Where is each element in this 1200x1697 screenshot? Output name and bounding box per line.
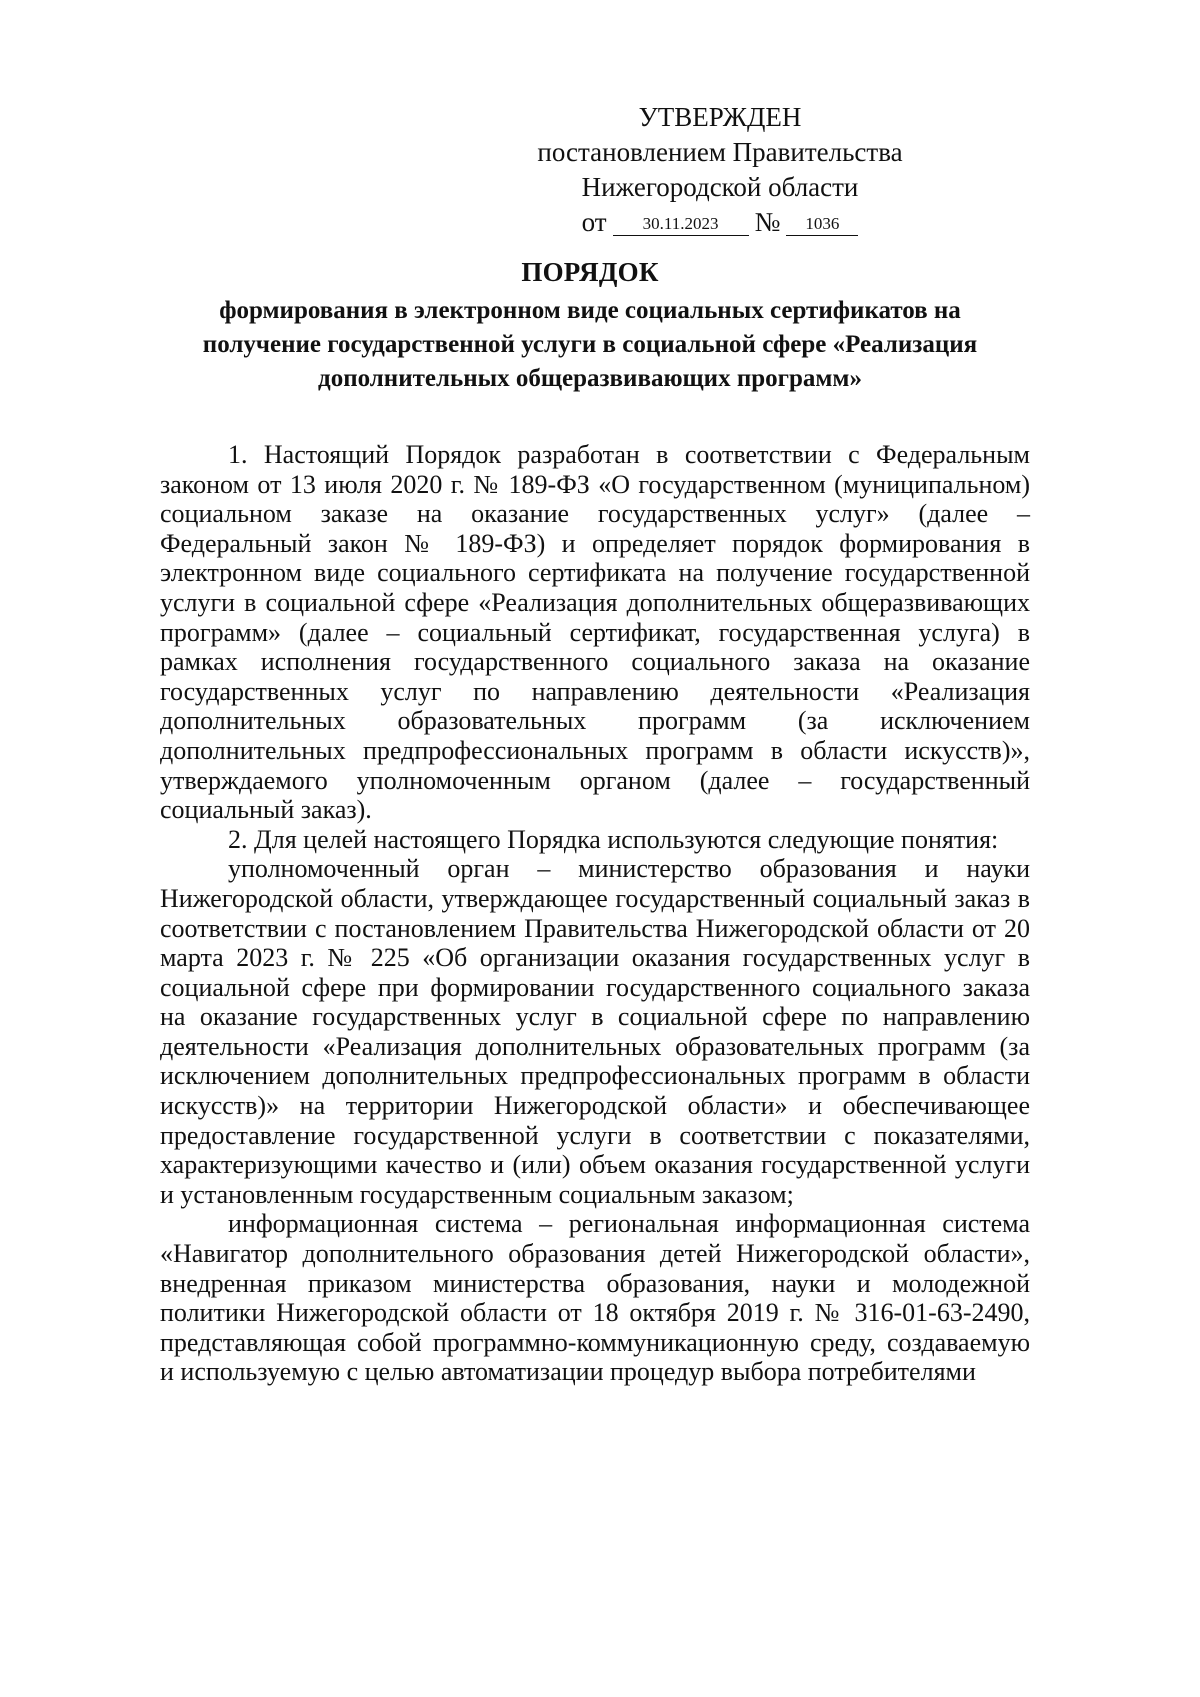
approval-from-label: от	[581, 207, 607, 237]
approval-date-line	[470, 205, 970, 240]
approval-status: УТВЕРЖДЕН	[638, 102, 802, 132]
approval-number: 1036	[786, 214, 858, 236]
document-subtitle-line: формирования в электронном виде социальных сертификатов на	[219, 297, 961, 324]
document-title: ПОРЯДОК	[521, 257, 659, 287]
document-title-block	[80, 254, 1100, 396]
approval-region: Нижегородской области	[581, 172, 859, 202]
approval-date: 30.11.2023	[613, 214, 749, 236]
paragraph-1: 1. Настоящий Порядок разработан в соответствии с Федеральным законом от 13 июля 2020 г. № 189-ФЗ «О государственном (муниципальном) социальном заказе на оказание государственных услуг» (далее – Федеральный закон № 189-ФЗ) и определяет порядок формирования в электронном виде социального сертификата на получение государственной услуги в социальной сфере «Реализация дополнительных общеразвивающих программ» (далее – социальный сертификат, государственная услуга) в рамках исполнения государственного социального заказа на оказание государственных услуг по направлению деятельности «Реализация дополнительных образовательных программ (за исключением дополнительных предпрофессиональных программ в области искусств)», утверждаемого уполномоченным органом (далее – государственный социальный заказ).	[160, 440, 1030, 825]
paragraph-2: 2. Для целей настоящего Порядка используются следующие понятия:	[228, 824, 999, 854]
approval-number-label: №	[754, 207, 781, 237]
document-body	[160, 440, 1030, 1387]
definition-information-system: информационная система – региональная информационная система «Навигатор дополнительного образования детей Нижегородской области», внедренная приказом министерства образования, науки и молодежной политики Нижегородской области от 18 октября 2019 г. № 316-01-63-2490, представляющая собой программно-коммуникационную среду, создаваемую и используемую с целью автоматизации процедур выбора потребителями	[160, 1209, 1030, 1387]
definition-authorized-body: уполномоченный орган – министерство образования и науки Нижегородской области, утверждающее государственный социальный заказ в соответствии с постановлением Правительства Нижегородской области от 20 марта 2023 г. № 225 «Об организации оказания государственных услуг в социальной сфере при формировании государственного социального заказа на оказание государственных услуг в социальной сфере по направлению деятельности «Реализация дополнительных образовательных программ (за исключением дополнительных предпрофессиональных программ в области искусств)» на территории Нижегородской области» и обеспечивающее предоставление государственной услуги в соответствии с показателями, характеризующими качество и (или) объем оказания государственной услуги и установленным государственным социальным заказом;	[160, 854, 1030, 1209]
approval-authority: постановлением Правительства	[537, 137, 903, 167]
document-subtitle-line: получение государственной услуги в социальной сфере «Реализация	[202, 331, 978, 358]
document-subtitle-line: дополнительных общеразвивающих программ»	[318, 365, 862, 392]
approval-block	[470, 100, 970, 240]
